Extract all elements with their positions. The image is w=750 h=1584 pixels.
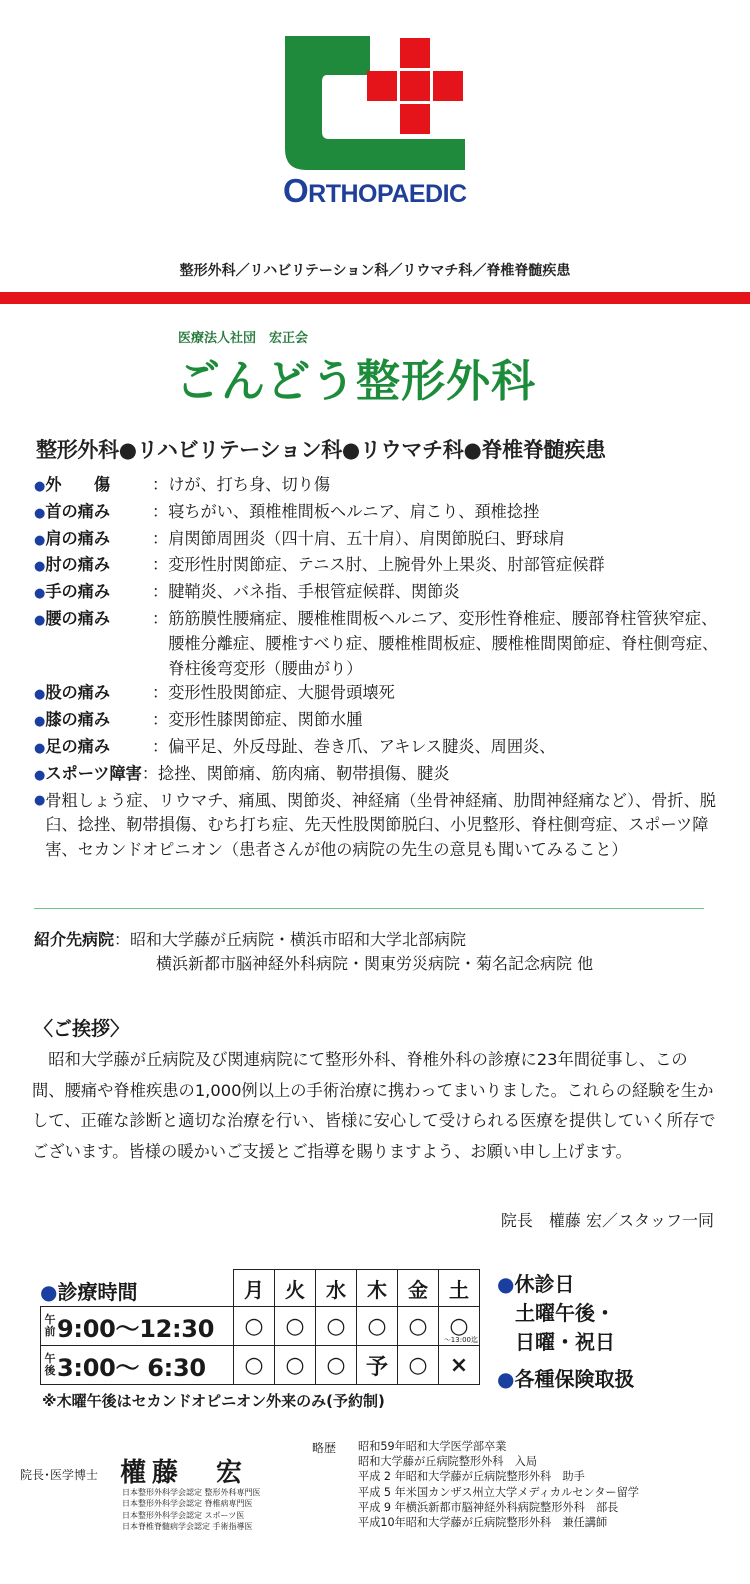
director-title: 院長･医学博士 xyxy=(20,1468,99,1482)
slot-cell: 予 xyxy=(357,1346,398,1385)
slot-cell: ○ xyxy=(316,1346,357,1385)
symptom-text: 変形性股関節症、大腿骨頭壊死 xyxy=(168,683,395,703)
referral-line-1: 昭和大学藤が丘病院・横浜市昭和大学北部病院 xyxy=(130,930,467,949)
day-header: 木 xyxy=(357,1270,398,1307)
slot-cell: ○ xyxy=(398,1307,439,1346)
symptom-text: 寝ちがい、頚椎椎間板ヘルニア、肩こり、頚椎捻挫 xyxy=(168,501,540,521)
closed-days-line-1: 土曜午後・ xyxy=(515,1301,615,1325)
time-range: 3:00～ 6:30 xyxy=(57,1353,206,1382)
referral-line-2: 横浜新都市脳神経外科病院・関東労災病院・菊名記念病院 他 xyxy=(156,954,594,973)
certification-item: 日本整形外科学会認定 脊椎病専門医 xyxy=(122,1499,253,1509)
logo-cross-top xyxy=(400,38,430,68)
symptom-label: ●手の痛み xyxy=(34,582,111,602)
symptom-text: 変形性膝関節症、関節水腫 xyxy=(168,710,363,730)
slot-cell: ○ xyxy=(234,1346,275,1385)
slot-cell: ○ xyxy=(398,1346,439,1385)
symptom-row: ●膝の痛み ： 変形性膝関節症、関節水腫 xyxy=(34,708,724,735)
bullet-icon: ● xyxy=(34,792,46,808)
career-item: 昭和59年昭和大学医学部卒業 xyxy=(358,1440,507,1453)
bullet-icon: ● xyxy=(497,1272,515,1296)
symptom-text: 捻挫、関節痛、筋肉痛、靭帯損傷、腱炎 xyxy=(158,763,450,783)
certification-item: 日本整形外科学会認定 スポーツ医 xyxy=(122,1510,245,1520)
ampm-label: 午 前 xyxy=(44,1313,56,1338)
bullet-icon: ● xyxy=(34,687,46,703)
day-header: 月 xyxy=(234,1270,275,1307)
symptom-row: ●足の痛み ： 偏平足、外反母趾、巻き爪、アキレス腱炎、周囲炎、 xyxy=(34,735,724,762)
ampm-label: 午 後 xyxy=(44,1352,56,1377)
symptom-text: 偏平足、外反母趾、巻き爪、アキレス腱炎、周囲炎、 xyxy=(168,736,556,756)
referral-label: 紹介先病院 xyxy=(34,930,115,949)
schedule-footnote: ※木曜午後はセカンドオピニオン外来のみ(予約制) xyxy=(42,1392,385,1410)
symptom-label: ●腰の痛み xyxy=(34,608,111,628)
symptom-row-sports: ●スポーツ障害 ： 捻挫、関節痛、筋肉痛、靭帯損傷、腱炎 xyxy=(34,762,724,789)
corporation-name: 医療法人社団 宏正会 xyxy=(178,331,309,346)
closed-days-label: ●休診日 xyxy=(497,1272,575,1296)
career-item: 平成 9 年横浜新都市脳神経外科病院整形外科 部長 xyxy=(358,1500,619,1514)
symptom-row: ●肩の痛み ： 肩関節周囲炎（四十肩、五十肩）、肩関節脱臼、野球肩 xyxy=(34,527,724,554)
closed-days-line-2: 日曜・祝日 xyxy=(515,1330,615,1354)
bullet-icon: ● xyxy=(34,559,46,575)
time-cell xyxy=(41,1346,234,1385)
bullet-icon: ● xyxy=(40,1280,58,1304)
symptom-row: ●外 傷 ： けが、打ち身、切り傷 xyxy=(34,473,724,500)
greeting-title: 〈ご挨拶〉 xyxy=(34,1018,130,1040)
bullet-icon: ● xyxy=(34,532,46,548)
day-header: 火 xyxy=(275,1270,316,1307)
bullet-icon: ● xyxy=(34,612,46,628)
saturday-note: ～13:00迄 xyxy=(443,1336,478,1344)
logo-green-c-shape xyxy=(285,36,465,170)
insurance-label: ●各種保険取扱 xyxy=(497,1367,635,1391)
bullet-icon: ● xyxy=(34,586,46,602)
career-item: 平成 5 年米国カンザス州立大学メディカルセンター留学 xyxy=(358,1485,639,1499)
slot-cell: ○ xyxy=(275,1307,316,1346)
green-divider xyxy=(34,908,704,909)
red-divider-band xyxy=(0,292,750,304)
greeting-body: 昭和大学藤が丘病院及び関連病院にて整形外科、脊椎外科の診療に23年間従事し、この間、腰痛や脊椎疾患の1,000例以上の手術治療に携わってまいりました。これらの経験を生かして、正確な診断と適切な治療を行い、皆様に安心して受けられる医療を提供していく所存でございます。皆様の暖かいご支援とご指導を賜りますよう、お願い申し上げます。 xyxy=(32,1050,716,1161)
bullet-icon: ● xyxy=(34,714,46,730)
director-certifications xyxy=(122,1487,261,1532)
side-info xyxy=(497,1270,727,1394)
logo-cross-bottom xyxy=(400,104,430,134)
symptom-text: 変形性肘関節症、テニス肘、上腕骨外上果炎、肘部管症候群 xyxy=(168,555,605,575)
symptom-row-misc xyxy=(34,789,724,863)
top-subtitle: 整形外科／リハビリテーション科／リウマチ科／脊椎脊髄疾患 xyxy=(179,263,571,279)
symptom-row: ●腰の痛み ： 筋筋膜性腰痛症、腰椎椎間板ヘルニア、変形性脊椎症、腰部脊柱管狭窄症、腰椎分離症、腰椎すべり症、腰椎椎間板症、腰椎椎間関節症、脊柱側弯症、脊柱後弯変形（腰曲がり） xyxy=(34,607,724,681)
departments-line: 整形外科●リハビリテーション科●リウマチ科●脊椎脊髄疾患 xyxy=(36,438,606,462)
day-header: 水 xyxy=(316,1270,357,1307)
symptom-row: ●肘の痛み ： 変形性肘関節症、テニス肘、上腕骨外上果炎、肘部管症候群 xyxy=(34,553,724,580)
symptom-row: ●首の痛み ： 寝ちがい、頚椎椎間板ヘルニア、肩こり、頚椎捻挫 xyxy=(34,500,724,527)
bullet-icon: ● xyxy=(34,767,46,783)
symptom-label: ●外 傷 xyxy=(34,475,111,494)
misc-conditions-text: 骨粗しょう症、リウマチ、痛風、関節炎、神経痛（坐骨神経痛、肋間神経痛など）、骨折、脱臼、捻挫、靭帯損傷、むち打ち症、先天性股関節脱臼、小児整形、脊柱側弯症、スポーツ障害、セカンドオピニオン（患者さんが他の病院の先生の意見も聞いてみること） xyxy=(45,790,716,860)
time-range: 9:00～12:30 xyxy=(57,1314,215,1343)
table-row xyxy=(41,1307,480,1346)
career-item: 平成10年昭和大学藤が丘病院整形外科 兼任講師 xyxy=(358,1516,608,1530)
slot-cell: ○ xyxy=(357,1307,398,1346)
career-list xyxy=(358,1439,639,1530)
symptom-text: 筋筋膜性腰痛症、腰椎椎間板ヘルニア、変形性脊椎症、腰部脊柱管狭窄症、腰椎分離症、腰椎すべり症、腰椎椎間板症、腰椎椎間関節症、脊柱側弯症、脊柱後弯変形（腰曲がり） xyxy=(168,608,719,678)
slot-cell: ○ xyxy=(234,1307,275,1346)
symptom-label: ●首の痛み xyxy=(34,501,111,521)
logo-cross-left xyxy=(367,71,397,101)
logo-wordmark: ORTHOPAEDIC xyxy=(283,172,467,209)
referral-hospitals: 紹介先病院 ： 昭和大学藤が丘病院・横浜市昭和大学北部病院 横浜新都市脳神経外科病院・関東労災病院・菊名記念病院 他 xyxy=(34,928,724,976)
table-row xyxy=(41,1346,480,1385)
slot-cell-saturday-am: ○ ～13:00迄 xyxy=(439,1307,480,1346)
logo-cross-right xyxy=(433,71,463,101)
bullet-icon: ● xyxy=(34,479,46,494)
director-name: 權藤 宏 xyxy=(120,1458,249,1488)
bullet-icon: ● xyxy=(34,505,46,521)
office-hours-title: ●診療時間 xyxy=(40,1280,138,1304)
symptom-label: ●股の痛み xyxy=(34,683,111,703)
symptom-text: 肩関節周囲炎（四十肩、五十肩）、肩関節脱臼、野球肩 xyxy=(168,528,565,548)
symptom-label: ●膝の痛み xyxy=(34,710,111,730)
day-header: 土 xyxy=(439,1270,480,1307)
time-cell xyxy=(41,1307,234,1346)
career-item: 昭和大学藤が丘病院整形外科 入局 xyxy=(358,1455,538,1469)
clinic-name: ごんどう整形外科 xyxy=(176,356,536,407)
bullet-icon: ● xyxy=(497,1367,515,1391)
certification-item: 日本脊椎脊髄病学会認定 手術指導医 xyxy=(122,1521,253,1531)
symptom-text: 腱鞘炎、バネ指、手根管症候群、関節炎 xyxy=(168,582,460,602)
slot-cell: ○ xyxy=(316,1307,357,1346)
logo-cross-center xyxy=(400,71,430,101)
symptom-label: ●肩の痛み xyxy=(34,528,111,548)
symptom-label: ●足の痛み xyxy=(34,736,111,756)
symptom-text: けが、打ち身、切り傷 xyxy=(168,475,331,494)
symptom-label: ●スポーツ障害 xyxy=(34,763,142,783)
certification-item: 日本整形外科学会認定 整形外科専門医 xyxy=(122,1488,261,1497)
symptom-label: ●肘の痛み xyxy=(34,555,111,575)
symptom-row: ●手の痛み ： 腱鞘炎、バネ指、手根管症候群、関節炎 xyxy=(34,580,724,607)
slot-cell: × xyxy=(439,1346,480,1385)
symptom-row: ●股の痛み ： 変形性股関節症、大腿骨頭壊死 xyxy=(34,681,724,708)
greeting-signature: 院長 權藤 宏／スタッフ一同 xyxy=(500,1211,714,1230)
career-item: 平成 2 年昭和大学藤が丘病院整形外科 助手 xyxy=(358,1470,585,1484)
slot-cell: ○ xyxy=(275,1346,316,1385)
symptom-list xyxy=(34,473,724,863)
bullet-icon: ● xyxy=(34,740,46,756)
career-label: 略歴 xyxy=(312,1441,337,1455)
day-header: 金 xyxy=(398,1270,439,1307)
